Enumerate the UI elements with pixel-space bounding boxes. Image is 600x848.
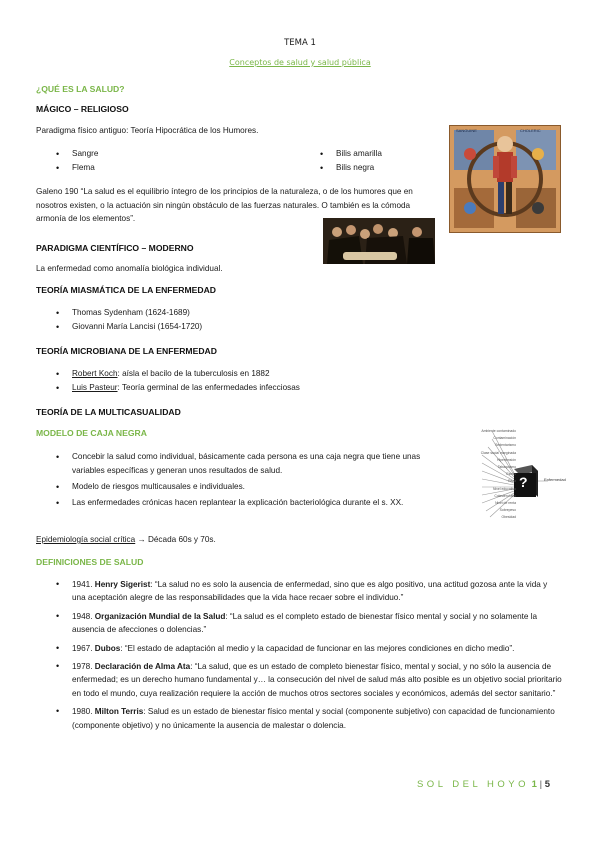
list-item: • Concebir la salud como individual, básicamente cada persona es una caja negra que tiene unas variables específicas y generan unos resultados de salud. <box>72 450 448 478</box>
factor-label: Obesidad <box>501 515 516 520</box>
painting-drawing <box>323 218 435 264</box>
person-link[interactable]: Luis Pasteur <box>72 383 118 392</box>
heading-teoria-miasmatica: TEORÍA MIASMÁTICA DE LA ENFERMEDAD <box>36 285 216 295</box>
factor-label: Colesterol alto <box>494 493 516 498</box>
list-item: • Las enfermedades crónicas hacen replantear la explicación bacteriológica durante el s. XX. <box>72 496 448 510</box>
img-label: CHOLERIC <box>520 128 541 133</box>
arrow-icon: → <box>137 535 146 544</box>
humors-left-list <box>72 147 272 175</box>
heading-paradigma-cientifico: PARADIGMA CIENTÍFICO – MODERNO <box>36 243 194 253</box>
page-number: 1 <box>531 779 537 790</box>
caja-negra-list <box>72 450 448 510</box>
magico-intro: Paradigma físico antiguo: Teoría Hipocrática de los Humores. <box>36 126 259 135</box>
list-item: • Robert Koch: aísla el bacilo de la tuberculosis en 1882 <box>72 367 432 381</box>
factor-label: Sedentarismo <box>495 443 516 448</box>
list-item: • Modelo de riesgos multicausales e individuales. <box>72 480 448 494</box>
factor-label: Sobrepeso <box>499 508 516 513</box>
list-item: • 1980. Milton Terris: Salud es un estado de bienestar físico mental y social (componente subjetivo) con capacidad de funcionamiento (componente objetivo) y no únicamente la ausencia de malestar o dolencia. <box>72 705 562 732</box>
heading-magico-religioso: MÁGICO – RELIGIOSO <box>36 104 129 114</box>
humors-right-list <box>336 147 436 175</box>
black-box-question: ? <box>519 474 528 490</box>
diagram-factors <box>454 428 516 522</box>
factor-label: Clase social marginada <box>480 450 516 455</box>
list-item: • Flema <box>72 161 272 175</box>
factor-label: Nivel de renta <box>495 501 516 506</box>
factor-label: Hipertensión <box>496 457 516 462</box>
factor-label: Nivel educativo <box>493 486 516 491</box>
heading-definiciones: DEFINICIONES DE SALUD <box>36 557 144 567</box>
page-footer <box>417 779 550 790</box>
page-total: 5 <box>544 779 550 790</box>
humors-illustration <box>449 125 561 233</box>
list-item: • Bilis amarilla <box>336 147 436 161</box>
diagram-outcome-label: Enfermedad <box>544 477 566 482</box>
heading-teoria-microbiana: TEORÍA MICROBIANA DE LA ENFERMEDAD <box>36 346 217 356</box>
list-item: • 1978. Declaración de Alma Ata: “La salud, que es un estado de completo bienestar físico, mental y social, y no sólo la ausencia de enfermedad; es un derecho humano fundamental y… la consecución del nivel de salud más alto posible es un objetivo social prioritario en todo el mundo, cuya realización requiere la acción de muchos otros sectores sociales y económicos, además del sector sanitario.” <box>72 660 562 700</box>
list-item: • 1948. Organización Mundial de la Salud: “La salud es el completo estado de bienestar físico mental y social y no solamente la ausencia de afecciones o dolencias.” <box>72 610 562 637</box>
list-item: • 1941. Henry Sigerist: “La salud no es solo la ausencia de enfermedad, sino que es algo positivo, una actitud gozosa ante la vida y una aceptación alegre de las responsabilidades que la vida hace recaer sobre el individuo.” <box>72 578 562 605</box>
microbiana-list <box>72 367 432 395</box>
list-item: • Giovanni María Lancisi (1654-1720) <box>72 320 372 334</box>
heading-caja-negra: MODELO DE CAJA NEGRA <box>36 428 147 438</box>
section-title-que-es-salud: ¿QUÉ ES LA SALUD? <box>36 84 125 94</box>
heading-multicausalidad: TEORÍA DE LA MULTICASUALIDAD <box>36 407 181 417</box>
page-subtitle: Conceptos de salud y salud pública <box>229 58 371 67</box>
cientifico-text: La enfermedad como anomalía biológica individual. <box>36 264 223 273</box>
anatomy-lesson-painting <box>323 218 435 264</box>
factor-label: Contaminación <box>493 436 516 441</box>
epidemiologia-link[interactable]: Epidemiología social crítica <box>36 535 136 544</box>
list-item: • Bilis negra <box>336 161 436 175</box>
galeno-quote: Galeno 190 “La salud es el equilibrio íntegro de los principios de la naturaleza, o de los humores que en nosotros existen, o la actuación sin ningún obstáculo de las fuerzas naturales. O también es la cómoda armonía de los elementos”. <box>36 187 413 224</box>
definiciones-list <box>72 578 562 732</box>
img-label: SANGUINE <box>456 128 477 133</box>
factor-label: Estrés <box>506 472 516 477</box>
list-item: • Luis Pasteur: Teoría germinal de las enfermedades infecciosas <box>72 381 432 395</box>
footer-author: SOL DEL HOYO <box>416 779 530 790</box>
list-item: • 1967. Dubos: “El estado de adaptación al medio y la capacidad de funcionar en las mejores condiciones en dicho medio”. <box>72 642 562 655</box>
list-item: • Sangre <box>72 147 272 161</box>
footer-separator: | <box>539 779 543 790</box>
factor-label: Tabaquismo <box>497 465 516 470</box>
epidemiologia-line: Epidemiología social crítica → Década 60s y 70s. <box>36 535 216 544</box>
list-item: • Thomas Sydenham (1624-1689) <box>72 306 372 320</box>
factor-label: Raza <box>508 479 516 484</box>
person-link[interactable]: Robert Koch <box>72 369 118 378</box>
factor-label: Ambiente contaminado <box>481 429 516 433</box>
tema-title: TEMA 1 <box>284 38 316 48</box>
miasmatica-list <box>72 306 372 334</box>
black-box-diagram <box>452 425 572 523</box>
humors-figure-drawing <box>450 126 560 232</box>
